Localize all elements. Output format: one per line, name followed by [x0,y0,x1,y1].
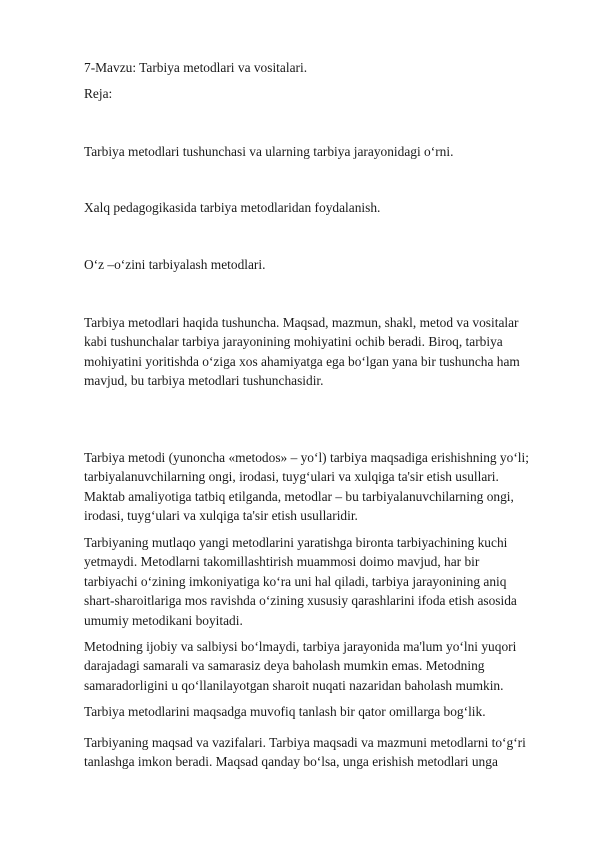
paragraph-line: kabi tushunchalar tarbiya jarayonining mohiyatini ochib beradi. Biroq, tarbiya [84,334,503,350]
paragraph-line: shart-sharoitlariga mos ravishda o‘zining xususiy qarashlarini ifoda etish asosida [84,593,517,609]
paragraph-line: Tarbiyaning mutlaqo yangi metodlarini yaratishga bironta tarbiyachining kuchi [84,535,508,550]
paragraph-line: irodasi, tuyg‘ulari va xulqiga ta'sir etish usullaridir. [84,508,358,524]
paragraph-line: Tarbiya metodlarini maqsadga muvofiq tanlash bir qator omillarga bog‘lik. [84,704,486,719]
paragraph-line: tanlashga imkon beradi. Maqsad qanday bo‘lsa, unga erishish metodlari unga [84,754,498,770]
paragraph-line: mohiyatini yoritishda o‘ziga xos ahamiyatga ega bo‘lgan yana bir tushuncha ham [84,353,520,369]
paragraph-1 [84,313,558,391]
paragraph-line: Metodning ijobiy va salbiysi bo‘lmaydi, tarbiya jarayonida ma'lum yo‘lni yuqori [84,639,517,654]
document-title: 7-Mavzu: Tarbiya metodlari va vositalari. [84,60,308,75]
paragraph-2 [84,448,558,526]
paragraph-5 [84,702,558,721]
paragraph-line: tarbiyalanuvchilarning ongi, irodasi, tuyg‘ulari va xulqiga ta'sir etish usullari. [84,469,499,485]
paragraph-6 [84,733,558,772]
paragraph-line: yetmaydi. Metodlarni takomillashtirish muammosi doimo mavjud, har bir [84,554,480,570]
paragraph-line: samaradorligini u qo‘llanilayotgan sharoit nuqati nazaridan baholash mumkin. [84,677,504,693]
plan-item-3: O‘z –o‘zini tarbiyalash metodlari. [84,257,266,272]
paragraph-line: mavjud, bu tarbiya metodlari tushunchasidir. [84,373,324,389]
plan-item-2: Xalq pedagogikasida tarbiya metodlaridan foydalanish. [84,200,381,215]
paragraph-line: tarbiyachi o‘zining imkoniyatiga ko‘ra uni hal qiladi, tarbiya jarayonining aniq [84,573,507,589]
paragraph-4 [84,637,558,695]
paragraph-3 [84,533,558,630]
plan-label: Reja: [84,86,113,101]
plan-item-1: Tarbiya metodlari tushunchasi va ularning tarbiya jarayonidagi o‘rni. [84,144,454,159]
paragraph-line: Tarbiya metodlari haqida tushuncha. Maqsad, mazmun, shakl, metod va vositalar [84,315,519,330]
paragraph-line: Tarbiya metodi (yunoncha «metodos» – yo‘l) tarbiya maqsadiga erishishning yo‘li; [84,450,529,465]
paragraph-line: darajadagi samarali va samarasiz deya baholash mumkin emas. Metodning [84,658,485,674]
paragraph-line: Tarbiyaning maqsad va vazifalari. Tarbiya maqsadi va mazmuni metodlarni to‘g‘ri [84,735,526,750]
paragraph-line: umumiy metodikani boyitadi. [84,612,243,628]
paragraph-line: Maktab amaliyotiga tatbiq etilganda, metodlar – bu tarbiyalanuvchilarning ongi, [84,488,514,504]
